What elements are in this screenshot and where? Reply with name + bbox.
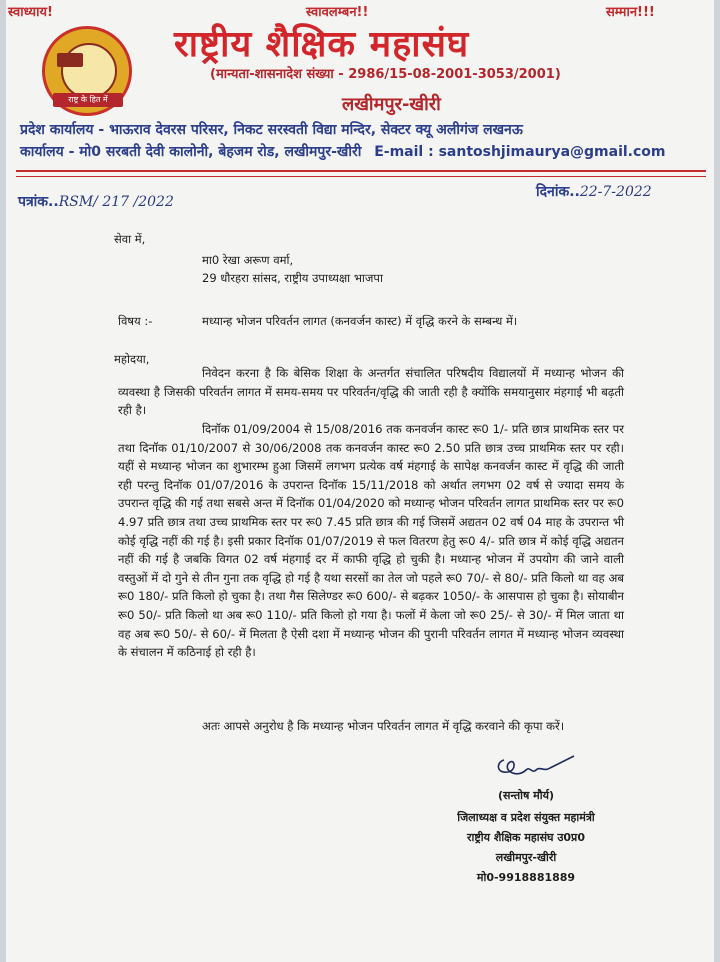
letter-date	[536, 182, 652, 201]
addressee-to: सेवा में,	[114, 232, 146, 246]
state-office-address: प्रदेश कार्यालय - भाऊराव देवरस परिसर, निकट सरस्वती विद्या मन्दिर, सेक्टर क्यू अलीगंज लखनऊ	[20, 122, 523, 138]
motto-left: स्वाध्याय!	[8, 5, 53, 20]
signatory-name: (सन्तोष मौर्य)	[498, 789, 554, 802]
organization-logo	[42, 26, 132, 116]
addressee-designation: 29 धौरहरा सांसद, राष्ट्रीय उपाध्यक्षा भाजपा	[202, 271, 383, 285]
signatory-title: जिलाध्यक्ष व प्रदेश संयुक्त महामंत्री	[457, 811, 595, 824]
district-name: लखीमपुर-खीरी	[342, 94, 441, 115]
logo-emblem	[61, 43, 117, 99]
subject-label: विषय :-	[118, 314, 153, 328]
logo-motto: राष्ट्र के हित में	[53, 93, 123, 107]
letter-page	[6, 0, 714, 962]
body-paragraph-3: अतः आपसे अनुरोध है कि मध्यान्ह भोजन परिवर्तन लागत में वृद्धि करवाने की कृपा करें।	[202, 719, 565, 733]
signatory-organization: राष्ट्रीय शैक्षिक महासंघ उ0प्र0	[467, 831, 585, 844]
recognition-number: (मान्यता-शासनादेश संख्या - 2986/15-08-2001-3053/2001)	[210, 67, 561, 82]
reference-label: पत्रांक..	[18, 194, 59, 210]
salutation: महोदया,	[114, 352, 150, 366]
header-divider	[16, 170, 706, 172]
subject-text: मध्यान्ह भोजन परिवर्तन लागत (कनवर्जन कास्ट) में वृद्धि करने के सम्बन्ध में।	[202, 314, 518, 328]
signature-mark	[474, 748, 594, 788]
signatory-phone: मो0-9918881889	[476, 871, 576, 884]
email-address: santoshjimaurya@gmail.com	[438, 144, 666, 160]
office-address	[20, 142, 666, 161]
body-paragraph-2: दिनॉक 01/09/2004 से 15/08/2016 तक कनवर्जन कास्ट रू0 1/- प्रति छात्र प्राथमिक स्तर पर तथा दिनॉक 01/10/2007 से 30/06/2008 तक कनवर्जन कास्ट रू0 2.50 प्रति छात्र उच्च प्राथमिक स्तर पर रही। यहीं से मध्यान्ह भोजन का शुभारम्भ हुआ जिसमें लगभग प्रत्येक वर्ष मंहगाई के सापेक्ष कनवर्जन कास्ट में वृद्धि की जाती रही परन्तु दिनॉक 01/07/2016 के उपरान्त दिनॉक 15/11/2018 को अर्थात लगभग 02 वर्ष से ज्यादा समय के उपरान्त वृद्धि की गई तथा सबसे अन्त में दिनॉक 01/04/2020 को मध्यान्ह भोजन परिवर्तन लागत प्राथमिक स्तर पर रू0 4.97 प्रति छात्र तथा उच्च प्राथमिक स्तर पर रू0 7.45 प्रति छात्र की गई जिसमें अद्यतन 02 वर्ष 04 माह के उपरान्त भी कोई वृद्धि नहीं की गई है। इसी प्रकार दिनॉक 01/07/2019 से फल वितरण हेतु रू0 4/- प्रति छात्र में कोई वृद्धि अद्यतन नहीं की गई है जबकि विगत 02 वर्ष मंहगाई दर में काफी वृद्धि हो चुकी है। मध्यान्ह भोजन में उपयोग की जाने वाली वस्तुओं में दो गुने से तीन गुना तक वृद्धि हो गई है यथा सरसों का तेल जो पहले रू0 70/- से 80/- प्रति किलो था वह अब रू0 180/- प्रति किलो हो चुका है। तथा गैस सिलेण्डर रू0 600/- से बढ़कर 1050/- के आसपास हो चुका है। सोयाबीन रू0 50/- प्रति किलो था अब रू0 110/- प्रति किलो हो गया है। फलों में केला जो रू0 25/- से 30/- में मिल जाता था वह अब रू0 50/- से 60/- में मिलता है ऐसी दशा में मध्यान्ह भोजन की पुरानी परिवर्तन लागत में मध्यान्ह भोजन व्यवस्था के संचालन में कठिनाई हो रही है।	[118, 422, 624, 660]
signatory-district: लखीमपुर-खीरी	[495, 851, 557, 864]
date-label: दिनांक..	[536, 184, 580, 200]
email-label: E-mail :	[374, 144, 434, 160]
body-paragraph-1: निवेदन करना है कि बेसिक शिक्षा के अन्तर्गत संचालित परिषदीय विद्यालयों में मध्यान्ह भोजन की व्यवस्था है जिसकी परिवर्तन लागत में समय-समय पर परिवर्तन/वृद्धि की जाती रही है क्योंकि समयानुसार मंहगाई भी बढ़ती रही है।	[118, 366, 624, 418]
date-value: 22-7-2022	[579, 184, 652, 200]
addressee-name: मा0 रेखा अरूण वर्मा,	[202, 253, 294, 267]
book-icon	[57, 53, 83, 67]
motto-center: स्वावलम्बन!!	[306, 5, 369, 20]
reference-number	[18, 192, 174, 211]
reference-value: RSM/ 217 /2022	[58, 194, 174, 210]
header-divider-thin	[16, 176, 706, 177]
organization-name: राष्ट्रीय शैक्षिक महासंघ	[174, 24, 470, 65]
office-address-text: कार्यालय - मो0 सरबती देवी कालोनी, बेहजम रोड, लखीमपुर-खीरी	[20, 144, 362, 160]
motto-right: सम्मान!!!	[606, 5, 655, 20]
